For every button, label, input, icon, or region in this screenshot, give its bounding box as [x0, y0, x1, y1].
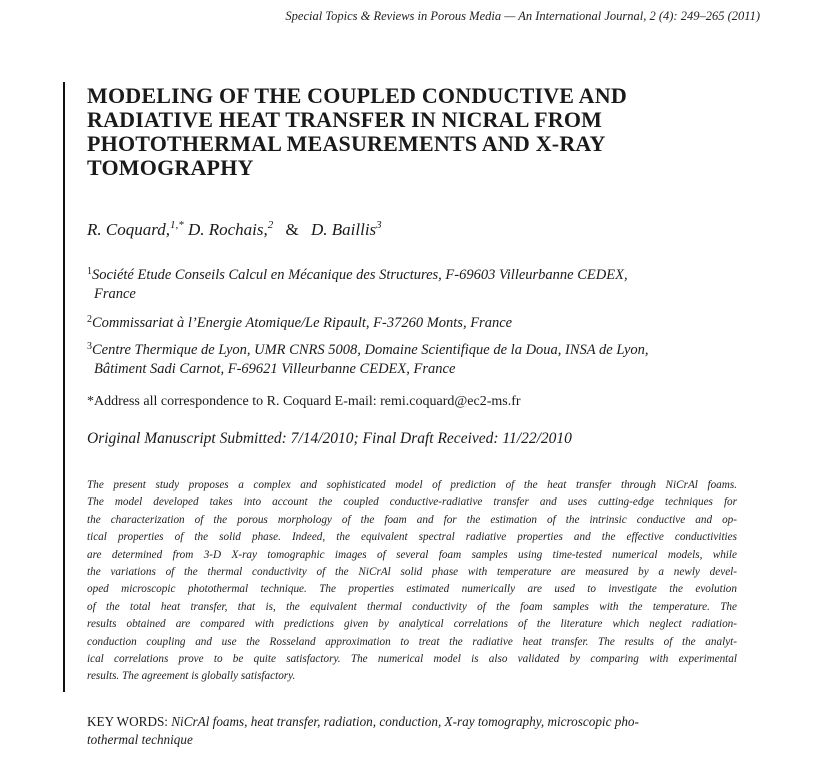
title-line: TOMOGRAPHY: [87, 155, 254, 180]
affiliation-number: 3: [87, 341, 92, 352]
author-name: D. Rochais,: [187, 220, 268, 239]
author-affil-mark: 2: [267, 219, 274, 231]
title-margin-rule: [63, 82, 65, 692]
abstract-line: results obtained are compared with predictions given by analytical correlations of the literature which neglect radiation-: [87, 618, 737, 631]
correspondence-note: *Address all correspondence to R. Coquard E-mail: remi.coquard@ec2-ms.fr: [87, 394, 521, 409]
abstract-line: tical properties of the solid phase. Indeed, the equivalent spectral radiative properties and the effective conductivities: [87, 531, 737, 544]
affiliation-text: Centre Thermique de Lyon, UMR CNRS 5008, Domaine Scientifique de la Doua, INSA de Lyon,: [92, 342, 649, 358]
affiliation-text: Commissariat à l’Energie Atomique/Le Ripault, F-37260 Monts, France: [92, 315, 513, 331]
keywords: [87, 713, 737, 749]
abstract-line: are determined from 3-D X-ray tomographic images of several foam samples using time-tested numerical models, while: [87, 548, 737, 561]
affiliation-text: Société Etude Conseils Calcul en Mécanique des Structures, F-69603 Villeurbanne CEDEX,: [92, 267, 628, 283]
author-ampersand: &: [285, 220, 299, 239]
affiliation-number: 2: [87, 314, 92, 325]
abstract-line: conduction coupling and use the Rosseland approximation to treat the radiative heat transfer. The results of the analyt-: [87, 635, 737, 648]
abstract-line: ical correlations prove to be quite satisfactory. The numerical model is also validated by comparing with experimental: [87, 653, 737, 666]
title-line: PHOTOTHERMAL MEASUREMENTS AND X-RAY: [87, 131, 606, 156]
manuscript-dates: Original Manuscript Submitted: 7/14/2010; Final Draft Received: 11/22/2010: [87, 430, 572, 447]
author-name: R. Coquard,: [87, 220, 170, 239]
journal-header: Special Topics & Reviews in Porous Media — An International Journal, 2 (4): 249–265 (2011): [285, 9, 760, 23]
affiliation-3: [87, 341, 649, 379]
affiliation-number: 1: [87, 266, 92, 277]
abstract-line: the characterization of the porous morphology of the foam and for the estimation of the intrinsic conductive and op-: [87, 513, 737, 526]
affiliation-text-cont: France: [94, 286, 136, 302]
abstract-line: the variations of the thermal conductivity of the NiCrAl solid phase with temperature are measured by a newly devel-: [87, 566, 737, 579]
title-line: RADIATIVE HEAT TRANSFER IN NICRAL FROM: [87, 107, 603, 132]
affiliation-1: [87, 266, 628, 304]
abstract-line: oped microscopic photothermal technique. The properties estimated numerically are used to investigate the evolution: [87, 583, 737, 596]
author-affil-mark: 3: [376, 219, 382, 231]
abstract: [87, 477, 737, 686]
author-name: D. Baillis: [311, 220, 377, 239]
abstract-line: results. The agreement is globally satisfactory.: [87, 670, 296, 683]
paper-title: [87, 84, 727, 180]
affiliation-2: [87, 314, 512, 333]
abstract-line: The model developed takes into account the coupled conductive-radiative transfer and uses cutting-edge techniques for: [87, 496, 737, 509]
author-list: [87, 220, 382, 240]
title-line: MODELING OF THE COUPLED CONDUCTIVE AND: [87, 83, 627, 108]
abstract-line: The present study proposes a complex and sophisticated model of prediction of the heat transfer through NiCrAl foams.: [87, 479, 737, 491]
keywords-label: KEY WORDS:: [87, 714, 168, 729]
keywords-text: NiCrAl foams, heat transfer, radiation, conduction, X-ray tomography, microscopic pho-: [171, 714, 639, 729]
author-affil-mark: 1,*: [169, 219, 184, 231]
affiliation-text-cont: Bâtiment Sadi Carnot, F-69621 Villeurbanne CEDEX, France: [94, 361, 456, 377]
abstract-line: of the total heat transfer, that is, the equivalent thermal conductivity of the foam samples with the temperature. The: [87, 600, 737, 613]
keywords-text-cont: tothermal technique: [87, 732, 193, 747]
